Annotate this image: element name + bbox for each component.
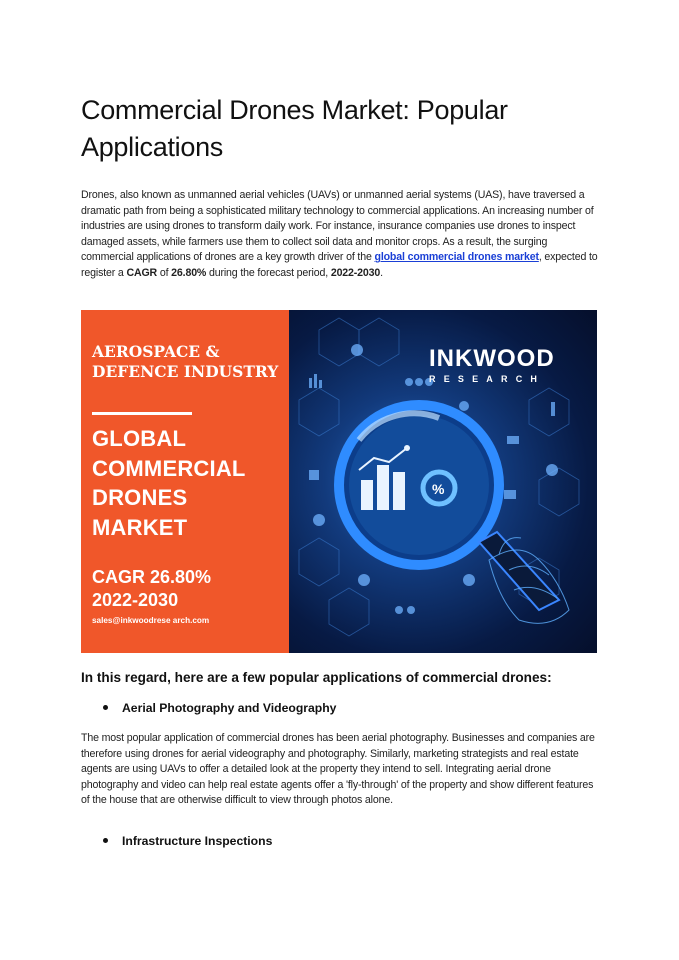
banner-cagr: [92, 566, 282, 612]
forecast-period: 2022-2030: [330, 266, 381, 279]
banner-sector: AEROSPACE & DEFENCE INDUSTRY: [92, 342, 279, 381]
bullet-heading: Infrastructure Inspections: [122, 834, 273, 848]
banner-divider: [92, 412, 192, 415]
bullet-item-aerial: [103, 701, 336, 715]
bullet-item-infrastructure: [103, 834, 272, 848]
banner-email: sales@inkwoodrese arch.com: [92, 616, 210, 625]
market-link[interactable]: global commercial drones market: [374, 251, 539, 264]
banner-market-line: COMMERCIAL: [92, 455, 246, 481]
banner-market-title: [92, 424, 282, 542]
bullet-heading: Aerial Photography and Videography: [122, 701, 337, 715]
banner-graphic-panel: [289, 310, 597, 653]
market-banner-image: [81, 310, 597, 653]
banner-market-line: DRONES: [92, 485, 188, 510]
intro-text-3: of: [157, 266, 172, 279]
intro-paragraph: [81, 188, 601, 282]
section-heading: In this regard, here are a few popular applications of commercial drones:: [81, 670, 552, 685]
banner-market-line: MARKET: [92, 514, 188, 540]
bullet-dot-icon: [103, 705, 108, 710]
cagr-label: CAGR: [126, 266, 158, 279]
intro-text-5: .: [380, 266, 383, 279]
banner-market-line: GLOBAL: [92, 426, 187, 451]
inkwood-logo: [429, 346, 555, 384]
brand-name: INKWOOD: [429, 345, 555, 372]
magnifier-handle: [479, 532, 559, 610]
brand-subtitle: RESEARCH: [429, 374, 546, 384]
banner-orange-panel: [81, 310, 289, 653]
intro-text-1: Drones, also known as unmanned aerial vehicles (UAVs) or unmanned aerial systems (UAS), have traversed a dramatic path from being a sophisticated military technology to commercial applications. An increasing number of industries are using drones to transform daily work. For instance, insurance companies use drones to inspect damaged assets, while farmers use them to collect soil data and monitor crops. As a result, the surging commercial applications of drones are a key growth driver of the: [81, 189, 594, 264]
banner-cagr-value: CAGR 26.80%: [92, 567, 212, 587]
bullet-dot-icon: [103, 838, 108, 843]
banner-period: 2022-2030: [92, 590, 179, 610]
aerial-paragraph: The most popular application of commercial drones has been aerial photography. Businesses and companies are therefore using drones for aerial videography and photography. Similarly, marketing strategists and real estate agents are using UAVs to offer a detailed look at the property they intend to sell. Integrating aerial drone photography and video can help real estate agents offer a 'fly-through' of the property and show different features of the house that are otherwise difficult to view through photos alone.: [81, 732, 595, 807]
cagr-value: 26.80%: [171, 266, 207, 279]
intro-text-4: during the forecast period,: [206, 266, 331, 279]
intro-text-2: , expected to register a: [81, 251, 598, 279]
page-title: Commercial Drones Market: Popular Applications: [81, 95, 508, 162]
percent-symbol: %: [432, 481, 445, 497]
